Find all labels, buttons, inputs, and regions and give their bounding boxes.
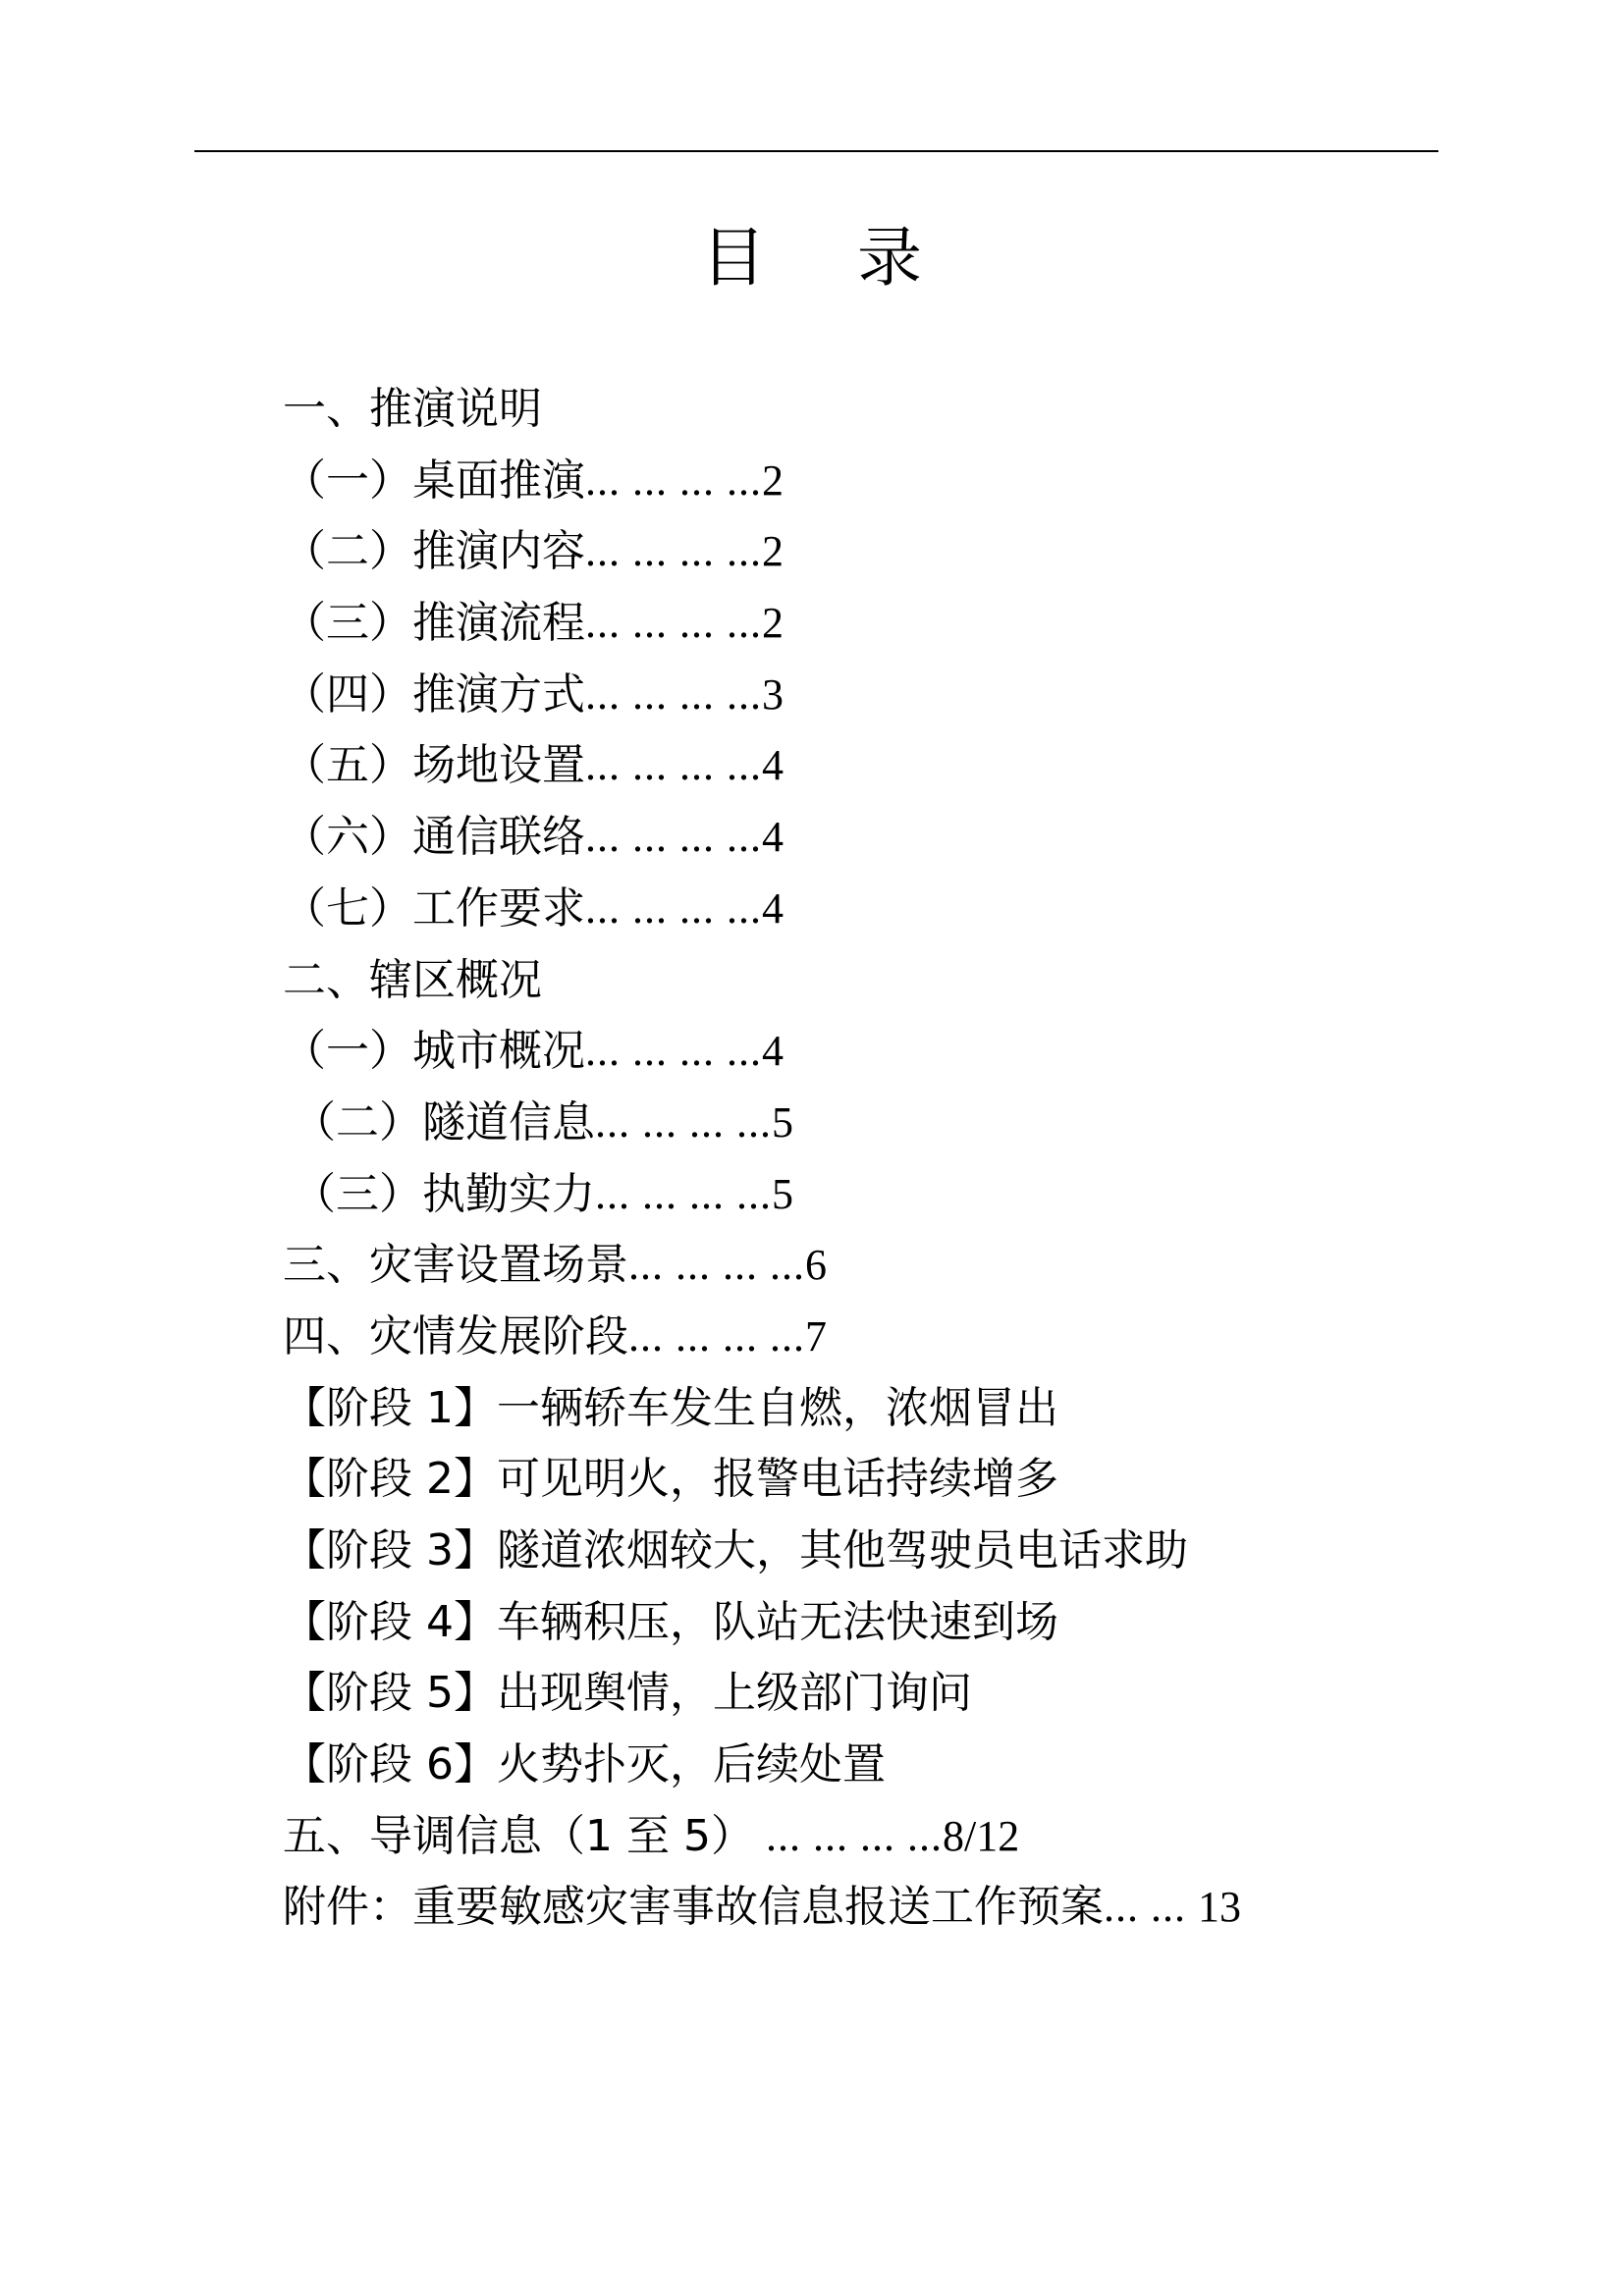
toc-entry-title: （五）场地设置 (283, 740, 585, 791)
toc-entry-title: （三）推演流程 (283, 598, 585, 649)
toc-entry-title: （七）工作要求 (283, 882, 585, 934)
toc-entry-title: （六）通信联络 (283, 812, 585, 863)
toc-entry[interactable] (283, 1230, 1559, 1302)
toc-entry-title: 二、辖区概况 (283, 954, 542, 1005)
toc-entry[interactable] (283, 802, 1559, 874)
toc-entry[interactable] (283, 1016, 1559, 1088)
toc-entry-page-number: 2 (762, 527, 784, 576)
toc-entry-title: 一、推演说明 (283, 384, 542, 434)
toc-entry-page-number: 4 (762, 813, 784, 862)
toc-entry[interactable] (283, 730, 1559, 802)
toc-entry-page-number: 5 (772, 1097, 793, 1147)
toc-entry[interactable] (283, 660, 1559, 731)
toc-entry[interactable] (283, 1587, 1559, 1659)
toc-entry-leader: ... ... (1104, 1883, 1198, 1932)
toc-entry-title: 【阶段 2】可见明火，报警电话持续增多 (283, 1454, 1058, 1505)
toc-entry[interactable] (283, 588, 1559, 660)
toc-entry-page-number: 4 (762, 741, 784, 790)
toc-entry-page-number: 7 (805, 1311, 827, 1361)
toc-entry-title: 【阶段 3】隧道浓烟较大，其他驾驶员电话求助 (283, 1525, 1188, 1575)
toc-entry[interactable] (283, 374, 1559, 446)
toc-entry[interactable] (283, 945, 1559, 1017)
toc-entry-page-number: 2 (762, 455, 784, 505)
toc-entry-page-number: 4 (762, 1027, 784, 1076)
toc-entry-page-number: 6 (805, 1241, 827, 1290)
toc-entry-page-number: 2 (762, 599, 784, 648)
toc-entry[interactable] (283, 1088, 1559, 1159)
toc-entry-title: 【阶段 6】火势扑灭，后续处置 (283, 1739, 886, 1790)
toc-entry-page-number: 8/12 (942, 1811, 1020, 1860)
toc-entry-page-number: 5 (772, 1169, 793, 1218)
toc-entry[interactable] (283, 1516, 1559, 1587)
toc-entry[interactable] (283, 1801, 1559, 1873)
toc-entry[interactable] (283, 446, 1559, 517)
toc-entry-leader: ... ... ... ... (585, 455, 762, 505)
toc-entry-leader: ... ... ... ... (595, 1097, 772, 1147)
toc-entry-title: （一）桌面推演 (283, 454, 585, 506)
toc-entry-leader: ... ... ... ... (628, 1241, 805, 1290)
toc-entry-title: 【阶段 1】一辆轿车发生自燃，浓烟冒出 (283, 1382, 1058, 1433)
toc-entry-leader: ... ... ... ... (628, 1311, 805, 1361)
toc-entry-title: （四）推演方式 (283, 668, 585, 720)
toc-entry-leader: ... ... ... ... (585, 527, 762, 576)
toc-entry-leader: ... ... ... ... (753, 1811, 943, 1860)
toc-entry-title: （二）推演内容 (283, 526, 585, 577)
table-of-contents (283, 374, 1559, 1944)
toc-entry-page-number: 3 (762, 669, 784, 719)
toc-entry[interactable] (283, 1444, 1559, 1516)
toc-entry[interactable] (283, 1302, 1559, 1373)
header-rule (194, 150, 1438, 152)
toc-entry[interactable] (283, 1658, 1559, 1730)
toc-entry-leader: ... ... ... ... (595, 1169, 772, 1218)
toc-entry-leader: ... ... ... ... (585, 669, 762, 719)
toc-entry-title: 【阶段 5】出现舆情，上级部门询问 (283, 1668, 972, 1719)
toc-entry[interactable] (283, 1159, 1559, 1231)
toc-entry-leader: ... ... ... ... (585, 1027, 762, 1076)
toc-entry[interactable] (283, 1872, 1559, 1944)
toc-entry-title: 四、灾情发展阶段 (283, 1310, 628, 1362)
toc-entry-page-number: 13 (1198, 1883, 1241, 1932)
toc-entry-leader: ... ... ... ... (585, 599, 762, 648)
toc-entry-leader: ... ... ... ... (585, 813, 762, 862)
toc-entry-title: 【阶段 4】车辆积压，队站无法快速到场 (283, 1596, 1058, 1647)
toc-entry-page-number: 4 (762, 883, 784, 933)
toc-entry-leader: ... ... ... ... (585, 741, 762, 790)
toc-entry-leader: ... ... ... ... (585, 883, 762, 933)
toc-entry[interactable] (283, 516, 1559, 588)
toc-entry[interactable] (283, 1730, 1559, 1801)
toc-entry-title: （一）城市概况 (283, 1026, 585, 1077)
toc-entry-title: （二）隧道信息 (293, 1096, 595, 1148)
toc-entry-title: （三）执勤实力 (293, 1168, 595, 1219)
toc-entry[interactable] (283, 874, 1559, 945)
page-title: 目 录 (701, 220, 957, 295)
toc-entry-title: 附件：重要敏感灾害事故信息报送工作预案 (283, 1882, 1104, 1933)
toc-entry[interactable] (283, 1373, 1559, 1445)
toc-entry-title: 五、导调信息（1 至 5） (283, 1810, 754, 1861)
toc-entry-title: 三、灾害设置场景 (283, 1240, 628, 1291)
